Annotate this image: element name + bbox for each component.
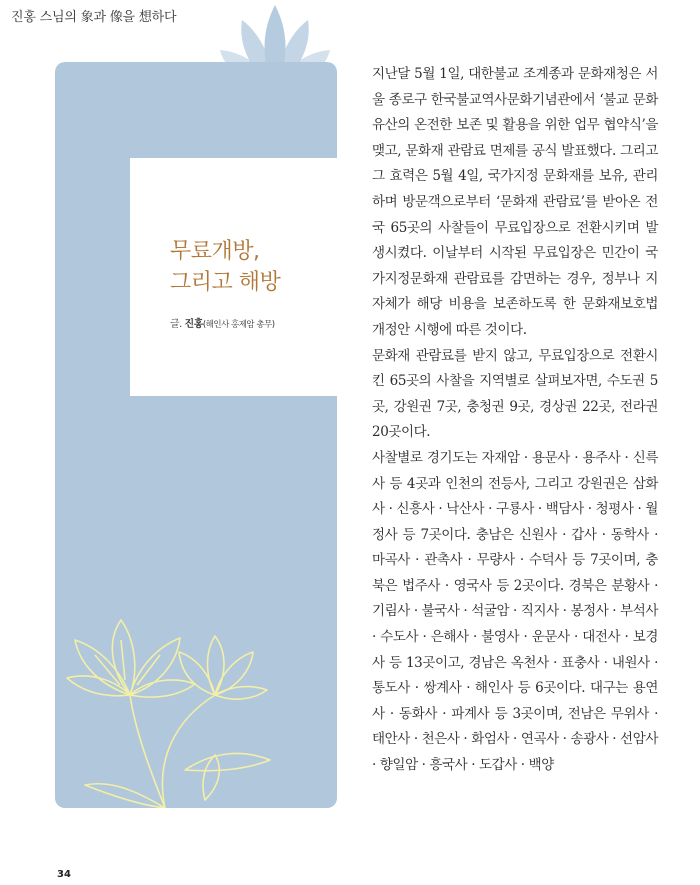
lotus-outline-illustration bbox=[55, 600, 337, 808]
body-paragraph-2: 문화재 관람료를 받지 않고, 무료입장으로 전환시킨 65곳의 사찰을 지역별로 살펴보자면, 수도권 5곳, 강원권 7곳, 충청권 9곳, 경상권 22곳, 전라권 20곳이다. bbox=[372, 347, 658, 441]
byline-prefix: 글. bbox=[170, 319, 185, 330]
article-title-line2: 그리고 해방 bbox=[170, 270, 281, 295]
body-paragraph-3: 사찰별로 경기도는 자재암 · 용문사 · 용주사 · 신륵사 등 4곳과 인천의 전등사, 그리고 강원권은 삼화사 · 신흥사 · 낙산사 · 구룡사 · 백담사 · 청평사 · 월정사 등 7곳이다. 충남은 신원사 · 갑사 · 동학사 · 마곡사 · 관촉사 · 무량사 · 수덕사 등 7곳이며, 충북은 법주사 · 영국사 등 2곳이다. 경북은 분황사 · 기림사 · 불국사 · 석굴암 · 직지사 · 봉정사 · 부석사 · 수도사 · 은해사 · 불영사 · 운문사 · 대전사 · 보경사 등 13곳이고, 경남은 옥천사 · 표충사 · 내원사 · 통도사 · 쌍계사 · 해인사 등 6곳이다. 대구는 용연사 · 동화사 · 파계사 등 3곳이며, 전남은 무위사 · 태안사 · 천은사 · 화엄사 · 연곡사 · 송광사 · 선암사 · 향일암 · 흥국사 · 도갑사 · 백양 bbox=[372, 449, 658, 774]
article-title-line1: 무료개방, bbox=[170, 239, 260, 264]
page-number: 34 bbox=[57, 869, 71, 880]
article-body bbox=[372, 62, 658, 779]
running-header: 진홍 스님의 象과 像을 想하다 bbox=[11, 10, 177, 25]
body-paragraph-1: 지난달 5월 1일, 대한불교 조계종과 문화재청은 서울 종로구 한국불교역사문화기념관에서 ‘불교 문화유산의 온전한 보존 및 활용을 위한 업무 협약식’을 맺고, 문화재 관람료 면제를 공식 발표했다. 그리고 그 효력은 5월 4일, 국가지정 문화재를 보유, 관리하며 방문객으로부터 ‘문화재 관람료’를 받아온 전국 65곳의 사찰들이 무료입장으로 전환시키며 발생시켰다. 이날부터 시작된 무료입장은 민간이 국가지정문화재 관람료를 감면하는 경우, 정부나 지자체가 해당 비용을 보존하도록 한 문화재보호법 개정안 시행에 따른 것이다. bbox=[372, 66, 658, 338]
article-title bbox=[170, 236, 280, 298]
byline bbox=[170, 315, 275, 330]
byline-author: 진홍 bbox=[184, 319, 203, 330]
byline-affiliation: (해인사 홍제암 총무) bbox=[202, 320, 275, 330]
